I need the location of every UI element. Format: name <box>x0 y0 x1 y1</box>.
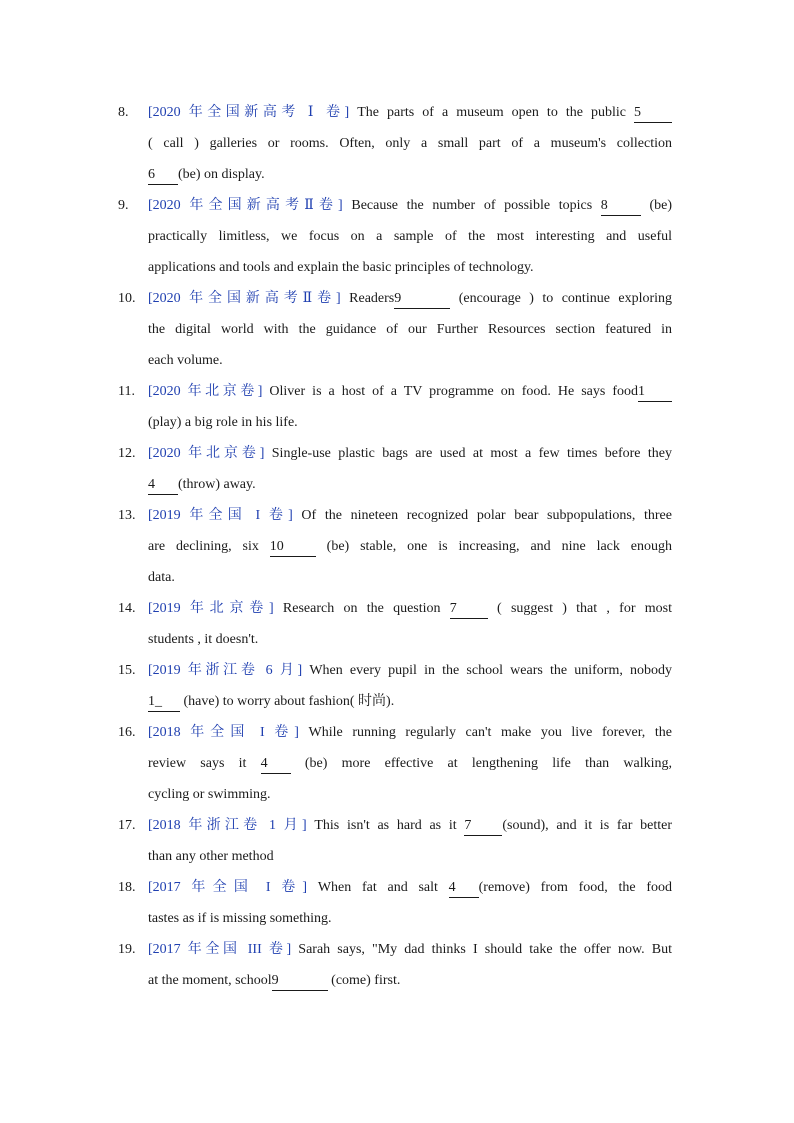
question-text: are declining, six <box>148 539 270 554</box>
question-text: applications and tools and explain the basic principles of technology. <box>148 260 534 275</box>
question-line <box>148 686 672 717</box>
question-text: cycling or swimming. <box>148 787 271 802</box>
question-text: While running regularly can't make you live forever, the <box>298 725 672 740</box>
question-text: When every pupil in the school wears the uniform, nobody <box>302 663 673 678</box>
question-line <box>148 748 672 779</box>
question-text: Sarah says, "My dad thinks I should take the offer now. But <box>291 942 673 957</box>
question-line <box>148 407 672 438</box>
question-line <box>148 779 672 810</box>
question-line <box>148 531 672 562</box>
question-number: 17. <box>118 818 136 833</box>
question-number: 13. <box>118 508 136 523</box>
question-number: 18. <box>118 880 136 895</box>
question-number: 16. <box>118 725 136 740</box>
question-text: Because the number of possible topics <box>342 198 601 213</box>
question-line <box>148 841 672 872</box>
question-text: (be) stable, one is increasing, and nine lack enough <box>315 539 673 554</box>
question-item <box>0 934 794 996</box>
question-number: 10. <box>118 291 136 306</box>
question-number: 14. <box>118 601 136 616</box>
source-tag: [2020 年全国新高考Ⅱ卷] <box>148 198 343 213</box>
answer-blank[interactable]: 1_ <box>148 693 180 712</box>
question-line <box>148 376 672 407</box>
question-text: (play) a big role in his life. <box>148 415 298 430</box>
question-line <box>148 190 672 221</box>
question-item <box>0 97 794 190</box>
question-line <box>148 97 672 128</box>
question-text: Single-use plastic bags are used at most a few times before they <box>264 446 673 461</box>
source-tag: [2019 年全国 I 卷] <box>148 508 293 523</box>
question-text: Oliver is a host of a TV programme on food. He says food <box>262 384 639 399</box>
answer-blank[interactable]: 4 <box>148 476 178 495</box>
source-tag: [2020 年北京卷] <box>148 446 265 461</box>
answer-blank[interactable]: 9 <box>394 290 450 309</box>
question-line <box>148 934 672 965</box>
question-text: This isn't as hard as it <box>306 818 465 833</box>
question-text: Of the nineteen recognized polar bear subpopulations, three <box>292 508 672 523</box>
question-text: students , it doesn't. <box>148 632 259 647</box>
question-number: 11. <box>118 384 135 399</box>
question-text: (encourage ) to continue exploring <box>450 291 673 306</box>
question-text: (have) to worry about fashion( 时尚). <box>180 694 395 709</box>
source-tag: [2018 年全国 I 卷] <box>148 725 299 740</box>
question-number: 8. <box>118 105 129 120</box>
question-line <box>148 438 672 469</box>
answer-blank[interactable]: 10 <box>270 538 316 557</box>
question-text: than any other method <box>148 849 274 864</box>
question-text: When fat and salt <box>307 880 449 895</box>
question-line <box>148 128 672 159</box>
source-tag: [2018 年浙江卷 1 月] <box>148 818 307 833</box>
source-tag: [2019 年浙江卷 6 月] <box>148 663 303 678</box>
question-item <box>0 376 794 438</box>
answer-blank[interactable]: 7 <box>464 817 502 836</box>
question-text: (be) on display. <box>178 167 265 182</box>
source-tag: [2020 年全国新高考 Ⅰ 卷] <box>148 105 350 120</box>
question-line <box>148 159 672 190</box>
question-text: the digital world with the guidance of our Further Resources section featured in <box>148 322 672 337</box>
answer-blank[interactable]: 1 <box>638 383 672 402</box>
question-text: The parts of a museum open to the public <box>349 105 635 120</box>
question-item <box>0 655 794 717</box>
question-line <box>148 314 672 345</box>
question-text: review says it <box>148 756 261 771</box>
question-text: ( suggest ) that , for most <box>487 601 672 616</box>
question-text: tastes as if is missing something. <box>148 911 332 926</box>
question-item <box>0 593 794 655</box>
question-item <box>0 438 794 500</box>
question-line <box>148 872 672 903</box>
question-line <box>148 624 672 655</box>
source-tag: [2019 年北京卷] <box>148 601 274 616</box>
question-item <box>0 283 794 376</box>
answer-blank[interactable]: 7 <box>450 600 488 619</box>
question-number: 19. <box>118 942 136 957</box>
question-text: (be) more effective at lengthening life than walking, <box>290 756 673 771</box>
question-text: at the moment, school <box>148 973 272 988</box>
answer-blank[interactable]: 4 <box>449 879 479 898</box>
question-line <box>148 903 672 934</box>
question-line <box>148 593 672 624</box>
question-text: (sound), and it is far better <box>502 818 673 833</box>
answer-blank[interactable]: 6 <box>148 166 178 185</box>
question-number: 9. <box>118 198 129 213</box>
question-number: 12. <box>118 446 136 461</box>
question-text: Readers <box>340 291 395 306</box>
question-line <box>148 469 672 500</box>
question-text: ( call ) galleries or rooms. Often, only a small part of a museum's collection <box>148 136 672 151</box>
question-line <box>148 717 672 748</box>
question-number: 15. <box>118 663 136 678</box>
question-line <box>148 500 672 531</box>
question-item <box>0 717 794 810</box>
question-line <box>148 283 672 314</box>
question-line <box>148 562 672 593</box>
question-item <box>0 500 794 593</box>
source-tag: [2017 年全国 III 卷] <box>148 942 292 957</box>
question-text: (remove) from food, the food <box>478 880 672 895</box>
question-line <box>148 252 672 283</box>
question-text: data. <box>148 570 175 585</box>
question-item <box>0 190 794 283</box>
question-line <box>148 810 672 841</box>
source-tag: [2017 年全国 I 卷] <box>148 880 308 895</box>
question-line <box>148 655 672 686</box>
answer-blank[interactable]: 9 <box>272 972 328 991</box>
question-line <box>148 345 672 376</box>
question-item <box>0 872 794 934</box>
answer-blank[interactable]: 5 <box>634 104 672 123</box>
question-text: each volume. <box>148 353 223 368</box>
source-tag: [2020 年北京卷] <box>148 384 263 399</box>
question-text: practically limitless, we focus on a sample of the most interesting and useful <box>148 229 672 244</box>
question-text: Research on the question <box>273 601 450 616</box>
question-text: (throw) away. <box>178 477 256 492</box>
answer-blank[interactable]: 4 <box>261 755 291 774</box>
question-text: (come) first. <box>327 973 401 988</box>
question-item <box>0 810 794 872</box>
answer-blank[interactable]: 8 <box>601 197 641 216</box>
source-tag: [2020 年全国新高考Ⅱ卷] <box>148 291 341 306</box>
question-line <box>148 221 672 252</box>
question-line <box>148 965 672 996</box>
question-text: (be) <box>640 198 672 213</box>
